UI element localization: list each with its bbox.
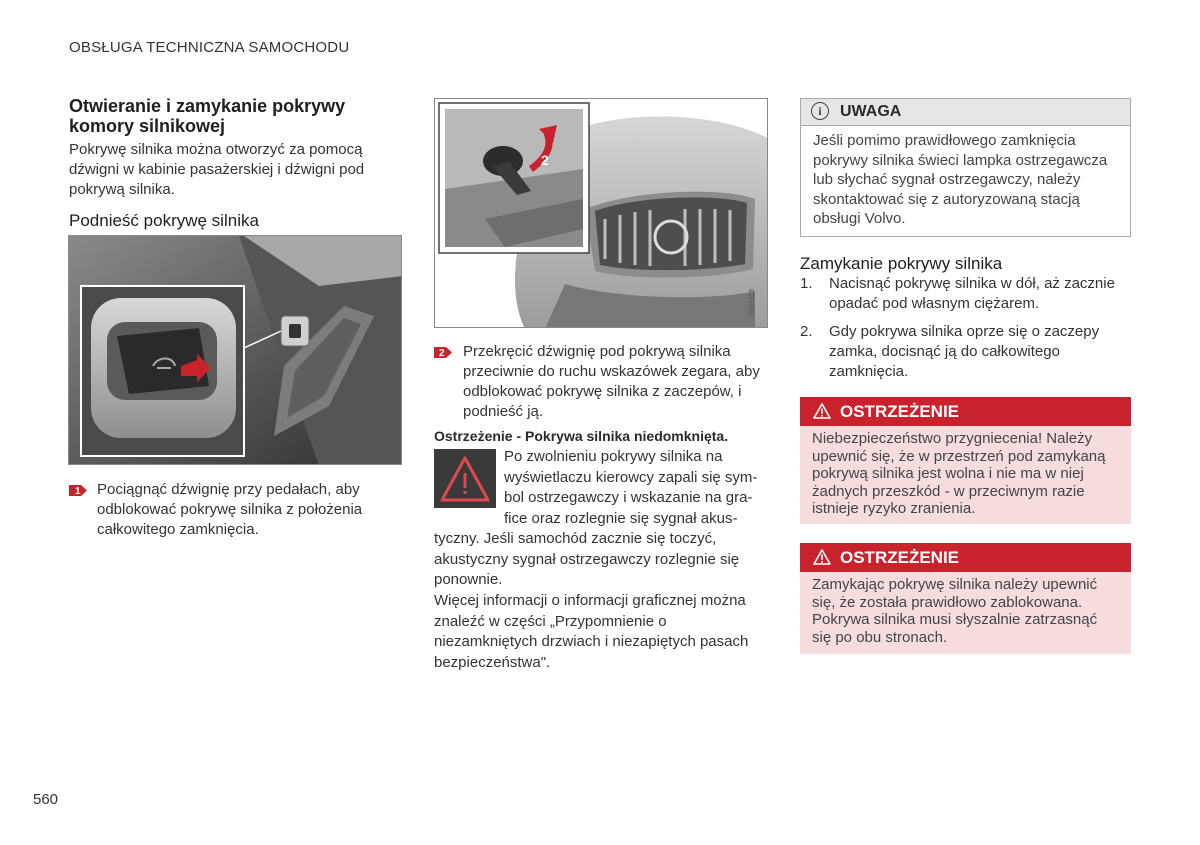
step-badge-icon <box>69 483 87 498</box>
warning-title: OSTRZEŻENIE <box>840 548 960 567</box>
list-number: 1. <box>800 275 813 292</box>
warning-title: OSTRZEŻENIE <box>840 402 960 421</box>
figure-code: G055115 <box>749 288 756 317</box>
intro-paragraph: Pokrywę silnika można otworzyć za pomocą dźwigni w kabinie pasażerskiej i dźwigni pod pokrywą silnika. <box>69 141 365 198</box>
warning-line: bol ostrzegawczy i wskazanie na gra- <box>504 489 753 506</box>
list-item <box>800 274 1130 314</box>
list-text: Nacisnąć pokrywę silnika w dół, aż zacznie opadać pod własnym ciężarem. <box>829 275 1115 312</box>
subheading-open-hood: Podnieść pokrywę silnika <box>69 211 259 230</box>
warning-box-locked <box>800 543 1131 654</box>
section-heading: Otwieranie i zamykanie pokrywy komory silnikowej <box>69 96 346 136</box>
warning-lamp-title: Ostrzeżenie - Pokrywa silnika niedomknięta. <box>434 428 729 444</box>
note-box <box>800 98 1131 237</box>
page-number: 560 <box>33 791 59 808</box>
list-number: 2. <box>800 323 813 340</box>
closing-steps-list <box>800 274 1130 390</box>
list-text: Gdy pokrywa silnika oprze się o zaczepy zamka, docisnąć ją do całkowitego zamknięcia. <box>829 323 1100 380</box>
warning-text: Zamykając pokrywę silnika należy upewnić się, że została prawidłowo zablokowana. Pokrywa silnika musi słyszalnie zatrzasnąć się po obu stronach. <box>812 576 1098 646</box>
step1-text: Pociągnąć dźwignię przy pedałach, aby odblokować pokrywę silnika z położenia całkowitego zamknięcia. <box>97 481 363 538</box>
warning-line: fice oraz rozlegnie się sygnał akus- <box>504 509 738 527</box>
note-text: Jeśli pomimo prawidłowego zamknięcia pokrywy silnika świeci lampka ostrzegawcza lub słychać sygnał ostrzegawczy, należy skontaktować się z autoryzowaną stacją obsługi Volvo. <box>813 132 1108 227</box>
subheading-close-hood: Zamykanie pokrywy silnika <box>800 254 1003 273</box>
list-item <box>800 322 1130 382</box>
step-badge-number: 1 <box>75 486 81 497</box>
more-info-paragraph: Więcej informacji o informacji graficznej można znaleźć w części „Przypomnienie o niezamkniętych drzwiach i niezapiętych pasach bezpieczeństwa". <box>434 592 749 671</box>
warning-triangle-icon <box>813 549 831 565</box>
svg-text:2: 2 <box>541 152 549 168</box>
step-badge-number: 2 <box>439 348 445 359</box>
release-lever-illustration <box>69 236 402 465</box>
note-header <box>801 99 1130 126</box>
figure-hood-lever <box>434 98 768 328</box>
running-header: OBSŁUGA TECHNICZNA SAMOCHODU <box>69 39 350 56</box>
warning-header <box>800 543 1131 572</box>
warning-box-crush <box>800 397 1131 524</box>
figure-release-lever-pedals <box>68 235 402 465</box>
hood-lever-illustration <box>435 99 768 328</box>
step2-text: Przekręcić dźwignię pod pokrywą silnika przeciwnie do ruchu wskazówek zegara, aby odblokować pokrywę silnika z zaczepów, i podnieść ją. <box>463 343 760 420</box>
warning-text: Niebezpieczeństwo przygniecenia! Należy upewnić się, że w przestrzeń pod zamykaną pokrywą silnika jest wolna i nie ma w niej żadnych przeszkód - w przeciwnym razie istnieje ryzyko zranienia. <box>812 430 1106 517</box>
info-icon: i <box>811 102 829 120</box>
warning-header <box>800 397 1131 426</box>
warning-line: wyświetlaczu kierowcy zapali się sym- <box>504 468 758 486</box>
warning-triangle-icon <box>813 403 831 419</box>
step-badge-icon <box>434 345 452 360</box>
warning-continuation: tyczny. Jeśli samochód zacznie się toczyć, akustyczny sygnał ostrzegawczy rozlegnie się ponownie. <box>434 530 740 588</box>
warning-line: Po zwolnieniu pokrywy silnika na <box>504 448 723 465</box>
note-title: UWAGA <box>840 103 902 120</box>
warning-lamp-text <box>434 447 764 591</box>
figure-code: G051658 <box>383 417 390 446</box>
